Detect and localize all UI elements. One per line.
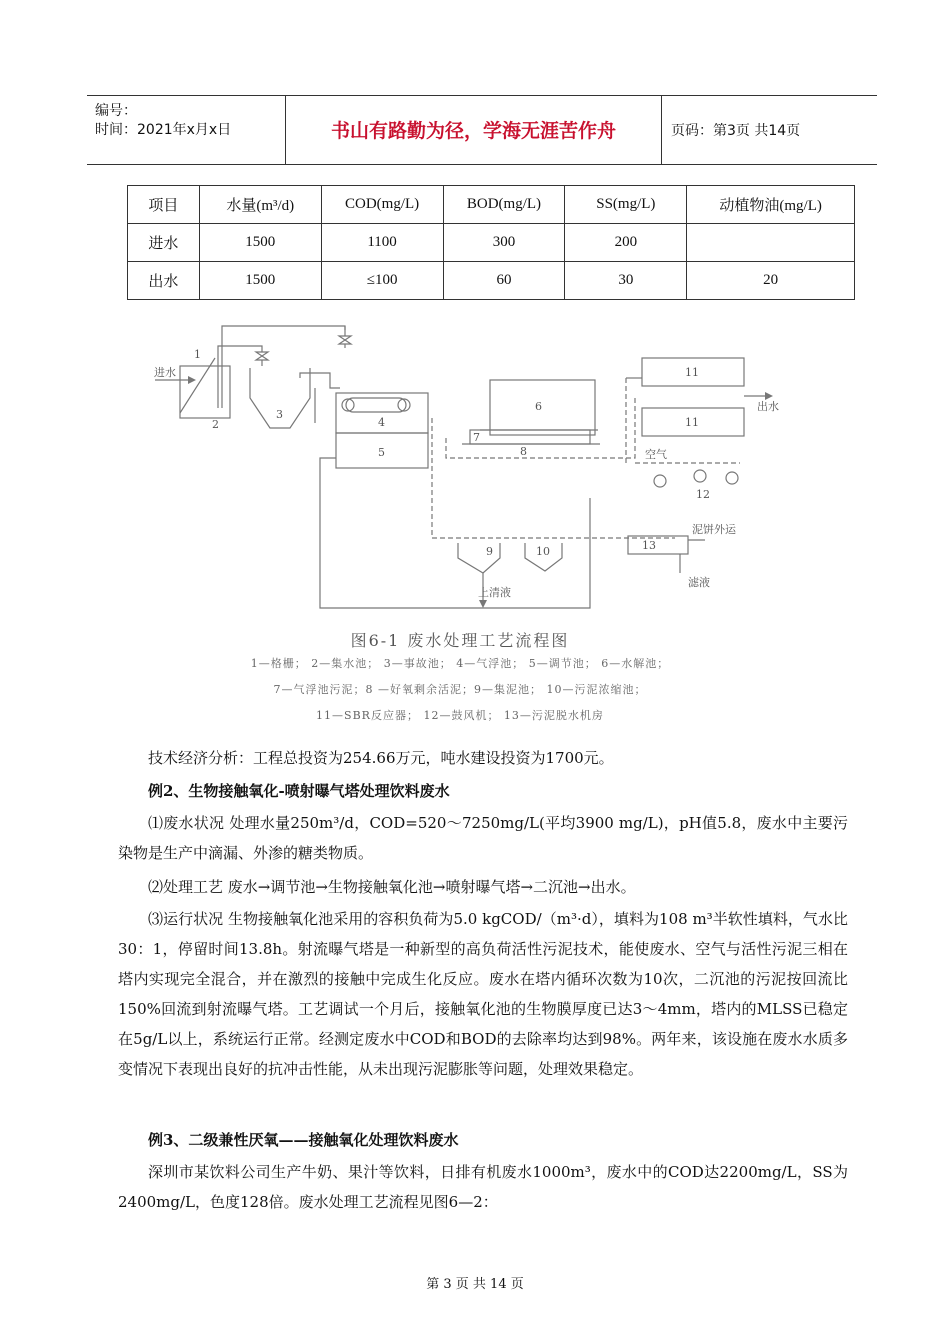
table-header-cell: BOD(mg/L) — [443, 186, 565, 224]
return-pipe — [320, 458, 590, 608]
header-divider — [661, 96, 662, 164]
table-cell: 1100 — [321, 224, 443, 262]
table-header-cell: 项目 — [128, 186, 200, 224]
paragraph: ⑵处理工艺 废水→调节池→生物接触氧化池→喷射曝气塔→二沉池→出水。 — [148, 878, 636, 896]
hydrolysis-tank — [490, 380, 595, 435]
table-cell: 20 — [687, 262, 855, 300]
table-cell: 200 — [565, 224, 687, 262]
table-cell: 1500 — [199, 224, 321, 262]
air-label: 空气 — [645, 448, 667, 461]
blower-icon — [654, 475, 666, 487]
filtrate-label: 滤液 — [688, 576, 710, 589]
label-4: 4 — [378, 416, 385, 429]
label-6: 6 — [535, 400, 542, 413]
table-row — [128, 262, 855, 300]
figure-legend-line: 11—SBR反应器； 12—鼓风机； 13—污泥脱水机房 — [316, 709, 604, 722]
label-2: 2 — [212, 418, 219, 431]
table-header-row — [128, 186, 855, 224]
page-info: 页码：第3页 共14页 — [671, 123, 801, 139]
water-quality-table — [127, 185, 855, 300]
label-10: 10 — [536, 545, 550, 558]
page-footer: 第 3 页 共 14 页 — [426, 1277, 524, 1292]
blower-icon — [726, 472, 738, 484]
table-cell: ≤100 — [321, 262, 443, 300]
table-cell — [687, 224, 855, 262]
blower-icon — [694, 470, 706, 482]
dewatering-room — [628, 536, 688, 554]
section-heading: 例2、生物接触氧化-喷射曝气塔处理饮料废水 — [148, 782, 450, 800]
table-row — [128, 224, 855, 262]
label-11: 11 — [685, 366, 699, 379]
label-7: 7 — [473, 431, 480, 444]
outlet-label: 出水 — [757, 400, 779, 413]
label-13: 13 — [642, 539, 656, 552]
table-header-cell: 动植物油(mg/L) — [687, 186, 855, 224]
table-cell: 1500 — [199, 262, 321, 300]
label-5: 5 — [378, 446, 385, 459]
table-header-cell: COD(mg/L) — [321, 186, 443, 224]
label-1: 1 — [194, 348, 201, 361]
page-header — [87, 95, 877, 165]
section-heading: 例3、二级兼性厌氧——接触氧化处理饮料废水 — [148, 1131, 459, 1149]
paragraph: 深圳市某饮料公司生产牛奶、果汁等饮料，日排有机废水1000m³，废水中的COD达2200mg/L，SS为2400mg/L，色度128倍。废水处理工艺流程见图6—2： — [118, 1163, 848, 1211]
table-cell: 60 — [443, 262, 565, 300]
valve-icon — [339, 336, 351, 344]
inlet-label: 进水 — [154, 366, 176, 379]
cake-label: 泥饼外运 — [692, 523, 736, 536]
time-label: 时间：2021年x月x日 — [95, 122, 232, 138]
paragraph: ⑶运行状况 生物接触氧化池采用的容积负荷为5.0 kgCOD/（m³·d），填料为108 m³半软性填料，气水比30：1，停留时间13.8h。射流曝气塔是一种新型的高负荷活性污泥技术，能使废水、空气与活性污泥三相在塔内实现完全混合，并在激烈的接触中完成生化反应。废水在塔内循环次数为10次，二沉池的污泥按回流比150%回流到射流曝气塔。工艺调试一个月后，接触氧化池的生物膜厚度已达3～4mm，塔内的MLSS已稳定在5g/L以上，系统运行正常。经测定废水中COD和BOD的去除率均达到98%。两年来，该设施在废水水质多变情况下表现出良好的抗冲击性能，从未出现污泥膨胀等问题，处理效果稳定。 — [118, 910, 848, 1078]
paragraph: ⑴废水状况 处理水量250m³/d，COD=520～7250mg/L(平均3900 mg/L)，pH值5.8，废水中主要污染物是生产中滴漏、外渗的糖类物质。 — [118, 814, 848, 862]
sludge-line — [432, 418, 675, 538]
table-cell: 进水 — [128, 224, 200, 262]
number-label: 编号： — [95, 103, 137, 119]
figure-caption: 图6-1 废水处理工艺流程图 — [350, 631, 570, 650]
label-8: 8 — [520, 445, 527, 458]
paragraph: 技术经济分析：工程总投资为254.66万元，吨水建设投资为1700元。 — [148, 749, 614, 767]
figure-legend-line: 7—气浮池污泥；8 —好氧剩余活泥；9—集泥池； 10—污泥浓缩池； — [273, 683, 647, 696]
table-header-cell: SS(mg/L) — [565, 186, 687, 224]
table-cell: 出水 — [128, 262, 200, 300]
label-3: 3 — [276, 408, 283, 421]
outlet-arrow — [765, 392, 773, 400]
table-cell: 300 — [443, 224, 565, 262]
valve-icon — [256, 352, 268, 360]
table-header-cell: 水量(m³/d) — [199, 186, 321, 224]
label-12: 12 — [696, 488, 710, 501]
sludge-collection-tank — [458, 543, 500, 573]
label-11: 11 — [685, 416, 699, 429]
top-pipe — [222, 326, 345, 408]
table-cell: 30 — [565, 262, 687, 300]
label-9: 9 — [486, 545, 493, 558]
figure-legend-line: 1—格栅； 2—集水池； 3—事故池； 4—气浮池； 5—调节池； 6—水解池； — [250, 657, 670, 670]
supernatant-label: 上清液 — [478, 586, 511, 599]
header-meta — [95, 102, 231, 140]
motto: 书山有路勤为径，学海无涯苦作舟 — [330, 120, 616, 142]
